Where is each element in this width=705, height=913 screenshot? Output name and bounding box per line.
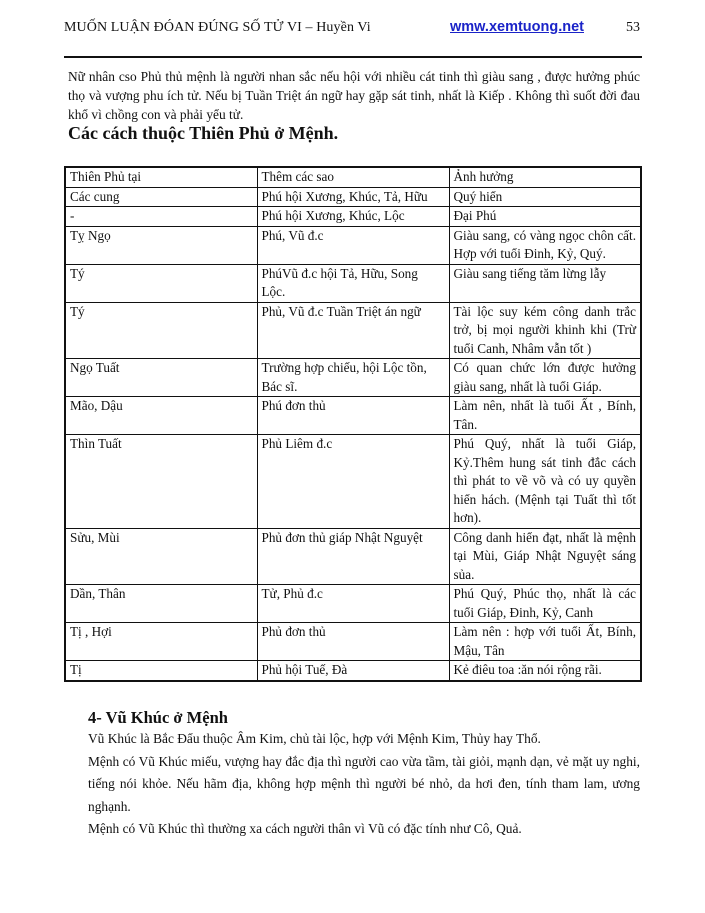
cell-stars: Phủ đơn thủ	[257, 623, 449, 661]
table-row	[65, 397, 641, 435]
page-number: 53	[626, 20, 640, 35]
cell-stars: Phủ, Vũ đ.c Tuần Triệt án ngữ	[257, 302, 449, 359]
cell-influence: Giàu sang, có vàng ngọc chôn cất. Hợp với tuổi Đinh, Kỷ, Quý.	[449, 226, 641, 264]
cell-stars: Tử, Phủ đ.c	[257, 585, 449, 623]
cell-influence: Công danh hiển đạt, nhất là mệnh tại Mùi, Giáp Nhật Nguyệt sáng sủa.	[449, 528, 641, 585]
column-header: Thêm các sao	[257, 167, 449, 187]
cell-influence: Kẻ điêu toa :ăn nói rộng rãi.	[449, 661, 641, 681]
cell-position: Tị	[65, 661, 257, 681]
cell-position: Dần, Thân	[65, 585, 257, 623]
cell-stars: Phủ hội Tuế, Đà	[257, 661, 449, 681]
cell-influence: Phú Quý, Phúc thọ, nhất là các tuổi Giáp, Đinh, Kỷ, Canh	[449, 585, 641, 623]
cell-position: Thìn Tuất	[65, 435, 257, 529]
table-row	[65, 623, 641, 661]
table-row	[65, 187, 641, 207]
table-row	[65, 435, 641, 529]
vu-khuc-body	[88, 728, 640, 841]
table-header-row	[65, 167, 641, 187]
thien-phu-table	[64, 166, 642, 682]
document-title: MUỐN LUẬN ĐÓAN ĐÚNG SỐ TỬ VI – Huyền Vi	[64, 20, 371, 35]
cell-position: -	[65, 207, 257, 227]
cell-stars: Phú hội Xương, Khúc, Tả, Hữu	[257, 187, 449, 207]
cell-influence: Tài lộc suy kém công danh trắc trở, bị mọi người khinh khi (Trừ tuổi Canh, Nhâm vẫn tốt )	[449, 302, 641, 359]
header-divider	[64, 56, 642, 58]
column-header: Thiên Phủ tại	[65, 167, 257, 187]
body-paragraph: Mệnh có Vũ Khúc miếu, vượng hay đắc địa thì người cao vừa tầm, tài giỏi, mạnh dạn, vẻ mặt uy nghi, tiếng nói khỏe. Nếu hãm địa, không hợp mệnh thì người bé nhỏ, da hơi đen, tính tham lam, ương nghạnh.	[88, 753, 640, 814]
cell-position: Ngọ Tuất	[65, 359, 257, 397]
table-row	[65, 585, 641, 623]
table-row	[65, 226, 641, 264]
table-row	[65, 264, 641, 302]
table-row	[65, 359, 641, 397]
cell-position: Tị , Hợi	[65, 623, 257, 661]
cell-position: Mão, Dậu	[65, 397, 257, 435]
cell-influence: Quý hiển	[449, 187, 641, 207]
cell-stars: Phủ Liêm đ.c	[257, 435, 449, 529]
table-row	[65, 207, 641, 227]
cell-position: Tỵ Ngọ	[65, 226, 257, 264]
table-row	[65, 661, 641, 681]
page-header	[64, 20, 640, 42]
website-link[interactable]: wmw.xemtuong.net	[450, 19, 584, 35]
cell-position: Tý	[65, 264, 257, 302]
cell-stars: Trường hợp chiếu, hội Lộc tồn, Bác sĩ.	[257, 359, 449, 397]
section-heading-thien-phu: Các cách thuộc Thiên Phủ ở Mệnh.	[68, 123, 339, 143]
cell-influence: Làm nên, nhất là tuổi Ất , Bính, Tân.	[449, 397, 641, 435]
intro-paragraph: Nữ nhân cso Phủ thủ mệnh là người nhan sắc nếu hội với nhiều cát tinh thì giàu sang , được hưởng phúc thọ và vượng phu ích tử. Nếu bị Tuần Triệt án ngữ hay gặp sát tinh, nhất là Kiếp . Không thì suốt đời đau khổ vì chồng con và phải yểu tử.	[68, 69, 640, 122]
cell-position: Tý	[65, 302, 257, 359]
cell-stars: Phú, Vũ đ.c	[257, 226, 449, 264]
cell-position: Các cung	[65, 187, 257, 207]
cell-influence: Phú Quý, nhất là tuổi Giáp, Kỷ.Thêm hung sát tinh đắc cách thì phát to về võ và có uy quyền hiển hách. (Mệnh tại Tuất thì tốt hơn).	[449, 435, 641, 529]
cell-position: Sửu, Mùi	[65, 528, 257, 585]
table-row	[65, 528, 641, 585]
body-paragraph: Mệnh có Vũ Khúc thì thường xa cách người thân vì Vũ có đặc tính như Cô, Quả.	[88, 821, 522, 836]
section-heading-vu-khuc: 4- Vũ Khúc ở Mệnh	[88, 708, 228, 727]
cell-influence: Giàu sang tiếng tăm lừng lẫy	[449, 264, 641, 302]
cell-stars: PhúVũ đ.c hội Tả, Hữu, Song Lộc.	[257, 264, 449, 302]
cell-stars: Phú hội Xương, Khúc, Lộc	[257, 207, 449, 227]
cell-influence: Có quan chức lớn được hưởng giàu sang, nhất là tuổi Giáp.	[449, 359, 641, 397]
cell-stars: Phú đơn thủ	[257, 397, 449, 435]
cell-influence: Làm nên : hợp với tuổi Ất, Bính, Mậu, Tân	[449, 623, 641, 661]
cell-influence: Đại Phú	[449, 207, 641, 227]
cell-stars: Phủ đơn thủ giáp Nhật Nguyệt	[257, 528, 449, 585]
table-row	[65, 302, 641, 359]
column-header: Ảnh hưởng	[449, 167, 641, 187]
body-paragraph: Vũ Khúc là Bắc Đẩu thuộc Âm Kim, chủ tài lộc, hợp với Mệnh Kim, Thủy hay Thổ.	[88, 731, 541, 746]
